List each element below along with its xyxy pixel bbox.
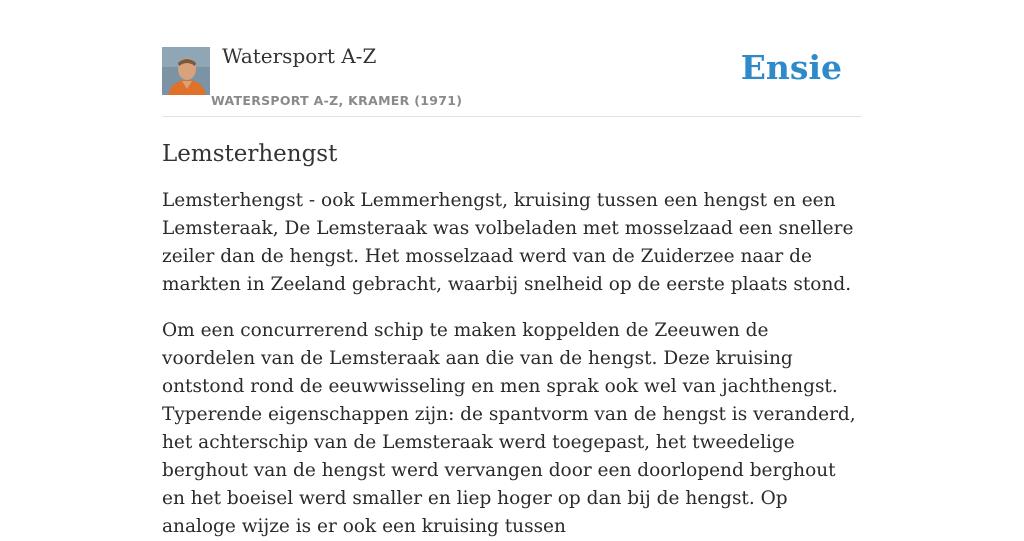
paragraph-2: Om een concurrerend schip te maken koppelden de Zeeuwen de voordelen van de Lemsteraak aan die van de hengst. Deze kruising ontstond rond de eeuwwisseling en men sprak ook wel van jachthengst. Typerende eigenschappen zijn: de spantvorm van de hengst is veranderd, het achterschip van de Lemsteraak werd toegepast, het tweedelige berghout van de hengst werd vervangen door een doorlopend berghout en het boeisel werd smaller en liep hoger op dan bij de hengst. Op analoge wijze is er ook een kruising tussen	[162, 320, 856, 537]
article	[162, 136, 862, 541]
brand-logo[interactable]: Ensie	[740, 48, 842, 87]
avatar[interactable]	[162, 47, 210, 95]
entry-title: Lemsterhengst	[162, 141, 338, 167]
person-photo-icon	[162, 47, 210, 95]
source-subtitle: WATERSPORT A-Z, KRAMER (1971)	[211, 93, 463, 108]
header	[162, 0, 862, 117]
source-title[interactable]: Watersport A-Z	[222, 44, 377, 68]
paragraph-1: Lemsterhengst - ook Lemmerhengst, kruising tussen een hengst en een Lemsteraak, De Lemsteraak was volbeladen met mosselzaad een snellere zeiler dan de hengst. Het mosselzaad werd van de Zuiderzee naar de markten in Zeeland gebracht, waarbij snelheid op de eerste plaats stond.	[162, 190, 854, 295]
